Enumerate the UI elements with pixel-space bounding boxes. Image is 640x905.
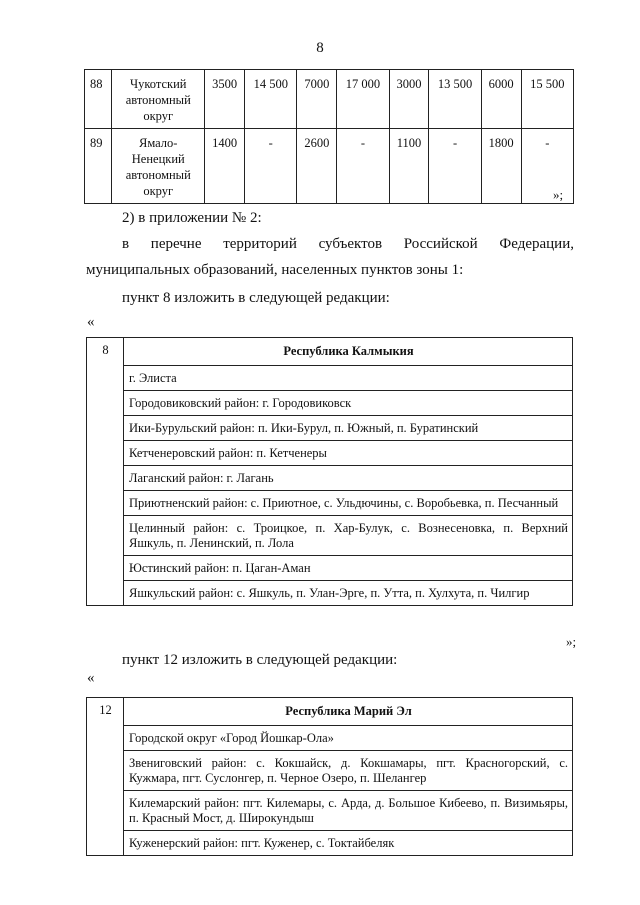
table-row <box>87 441 573 466</box>
table-row <box>87 726 573 751</box>
paragraph: пункт 8 изложить в следующей редакции: <box>122 290 390 306</box>
value-cell: - <box>337 129 389 204</box>
value-cell: 13 500 <box>429 70 481 129</box>
value-cell: 3500 <box>205 70 245 129</box>
row-number: 89 <box>85 129 112 204</box>
paragraph: 2) в приложении № 2: <box>122 210 262 226</box>
opening-quote: « <box>87 314 95 330</box>
region-index: 8 <box>87 338 124 606</box>
paragraph: в перечне территорий субъектов Российской Федерации, <box>122 236 574 252</box>
territory-cell: Лаганский район: г. Лагань <box>124 466 573 491</box>
value-cell: 2600 <box>297 129 337 204</box>
territory-cell: Кетченеровский район: п. Кетченеры <box>124 441 573 466</box>
territory-cell: Ики-Бурульский район: п. Ики-Бурул, п. Южный, п. Буратинский <box>124 416 573 441</box>
table-row <box>87 466 573 491</box>
table-row <box>87 491 573 516</box>
table-row <box>87 791 573 831</box>
table-row <box>87 581 573 606</box>
closing-quote: »; <box>566 634 577 649</box>
value-cell: 15 500 <box>521 70 573 129</box>
value-cell: 1100 <box>389 129 429 204</box>
territory-cell: Юстинский район: п. Цаган-Аман <box>124 556 573 581</box>
territory-cell: Целинный район: с. Троицкое, п. Хар-Булук, с. Вознесеновка, п. Верхний Яшкуль, п. Ленинский, п. Лола <box>124 516 573 556</box>
page-number: 8 <box>316 40 324 56</box>
region-table-mari-el <box>86 697 573 856</box>
table-row <box>87 516 573 556</box>
territory-cell: Звениговский район: с. Кокшайск, д. Кокшамары, пгт. Красногорский, с. Кужмара, пгт. Суслонгер, п. Черное Озеро, п. Шелангер <box>124 751 573 791</box>
table-row <box>87 366 573 391</box>
region-header: Республика Марий Эл <box>124 698 573 726</box>
row-number: 88 <box>85 70 112 129</box>
territory-cell: Яшкульский район: с. Яшкуль, п. Улан-Эрге, п. Утта, п. Хулхута, п. Чилгир <box>124 581 573 606</box>
value-cell: 6000 <box>481 70 521 129</box>
region-table-kalmykia <box>86 337 573 606</box>
table-row <box>87 831 573 856</box>
closing-quote: »; <box>553 187 564 202</box>
value-cell: 3000 <box>389 70 429 129</box>
table-row <box>87 751 573 791</box>
territory-cell: г. Элиста <box>124 366 573 391</box>
value-cell: - <box>521 129 573 204</box>
value-cell: - <box>429 129 481 204</box>
table-row <box>87 556 573 581</box>
region-header: Республика Калмыкия <box>124 338 573 366</box>
opening-quote: « <box>87 670 95 686</box>
territory-cell: Городской округ «Город Йошкар-Ола» <box>124 726 573 751</box>
table-row <box>87 416 573 441</box>
value-cell: 1800 <box>481 129 521 204</box>
territory-cell: Куженерский район: пгт. Куженер, с. Токтайбеляк <box>124 831 573 856</box>
paragraph: муниципальных образований, населенных пунктов зоны 1: <box>86 262 464 278</box>
zone-payments-table <box>84 69 574 204</box>
table-row <box>85 129 574 204</box>
region-index: 12 <box>87 698 124 856</box>
value-cell: 1400 <box>205 129 245 204</box>
table-row <box>87 391 573 416</box>
table-row <box>85 70 574 129</box>
region-name: Ямало-Ненецкий автономный округ <box>112 129 205 204</box>
territory-cell: Килемарский район: пгт. Килемары, с. Арда, д. Большое Кибеево, п. Визимьяры, п. Красный Мост, д. Широкундыш <box>124 791 573 831</box>
value-cell: 14 500 <box>245 70 297 129</box>
region-name: Чукотский автономный округ <box>112 70 205 129</box>
table-row <box>87 698 573 726</box>
table-row <box>87 338 573 366</box>
territory-cell: Приютненский район: с. Приютное, с. Ульдючины, с. Воробьевка, п. Песчанный <box>124 491 573 516</box>
value-cell: 17 000 <box>337 70 389 129</box>
paragraph: пункт 12 изложить в следующей редакции: <box>122 652 398 668</box>
value-cell: - <box>245 129 297 204</box>
territory-cell: Городовиковский район: г. Городовиковск <box>124 391 573 416</box>
value-cell: 7000 <box>297 70 337 129</box>
